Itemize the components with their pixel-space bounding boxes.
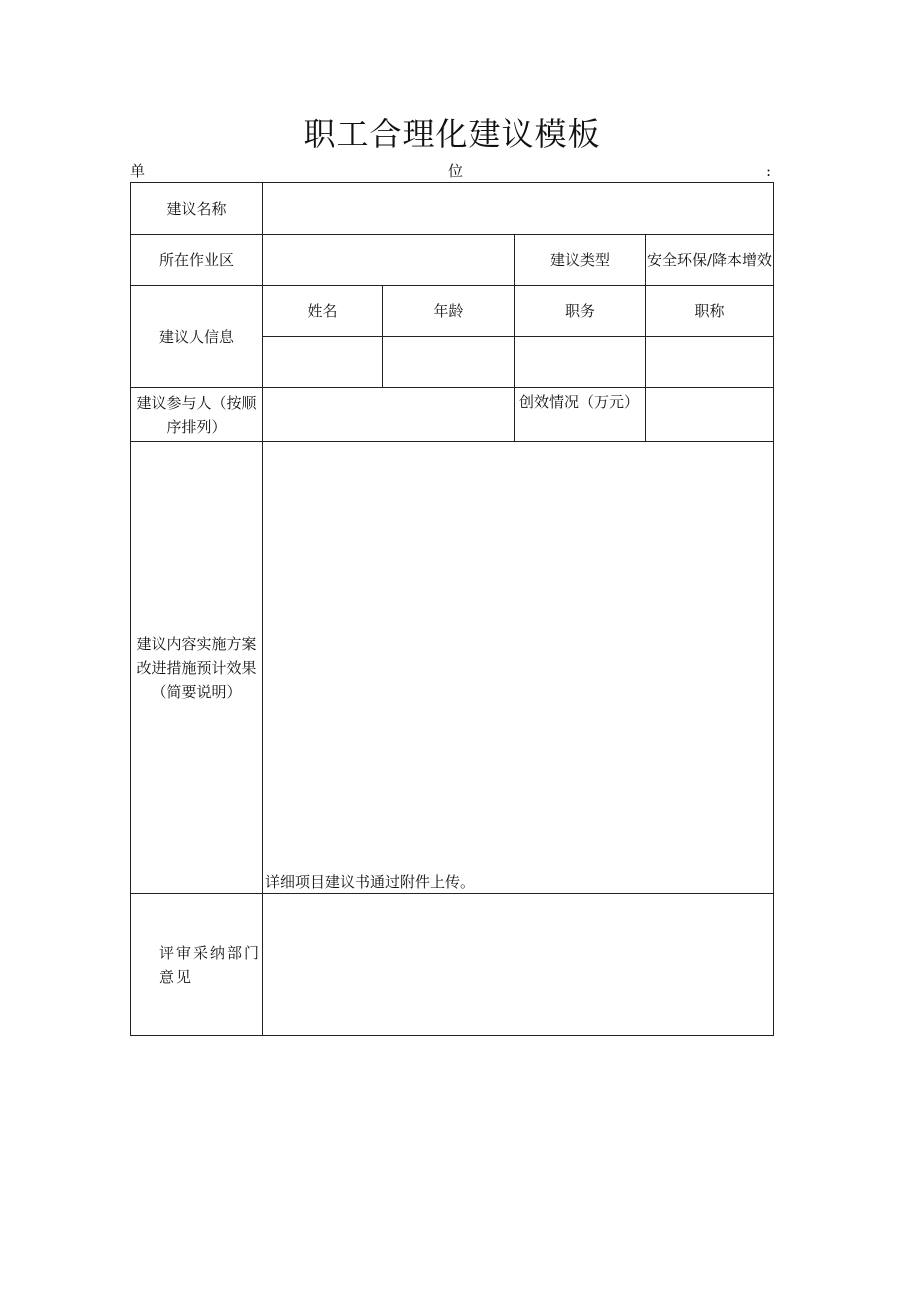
participants-label: 建议参与人（按顺序排列） — [131, 388, 263, 442]
suggestion-form-table — [130, 182, 774, 1036]
proposer-col-age: 年龄 — [383, 286, 515, 337]
benefit-label: 创效情况（万元） — [515, 388, 646, 442]
row-work-area — [131, 235, 774, 286]
unit-label-dan: 单 — [130, 162, 146, 180]
work-area-label: 所在作业区 — [131, 235, 263, 286]
suggestion-name-label: 建议名称 — [131, 183, 263, 235]
proposer-position-field[interactable] — [515, 337, 646, 388]
row-participants — [131, 388, 774, 442]
content-field[interactable] — [263, 442, 774, 894]
review-label: 评审采纳部门意见 — [131, 894, 263, 1036]
suggestion-type-label: 建议类型 — [515, 235, 646, 286]
row-suggestion-name — [131, 183, 774, 235]
unit-label-wei: 位 — [448, 162, 464, 180]
row-review — [131, 894, 774, 1036]
proposer-col-name: 姓名 — [263, 286, 383, 337]
content-note: 详细项目建议书通过附件上传。 — [265, 873, 476, 891]
content-label: 建议内容实施方案改进措施预计效果（简要说明） — [131, 442, 263, 894]
proposer-age-field[interactable] — [383, 337, 515, 388]
unit-row — [130, 160, 773, 182]
row-proposer-headers — [131, 286, 774, 337]
proposer-col-position: 职务 — [515, 286, 646, 337]
participants-field[interactable] — [263, 388, 515, 442]
unit-colon: : — [765, 162, 771, 180]
work-area-field[interactable] — [263, 235, 515, 286]
proposer-title-field[interactable] — [646, 337, 774, 388]
suggestion-name-field[interactable] — [263, 183, 774, 235]
benefit-field[interactable] — [646, 388, 774, 442]
proposer-col-title: 职称 — [646, 286, 774, 337]
review-field[interactable] — [263, 894, 774, 1036]
suggestion-type-value[interactable]: 安全环保/降本增效 — [646, 235, 774, 286]
document-title: 职工合理化建议模板 — [303, 115, 601, 153]
row-content — [131, 442, 774, 894]
proposer-name-field[interactable] — [263, 337, 383, 388]
proposer-info-label: 建议人信息 — [131, 286, 263, 388]
